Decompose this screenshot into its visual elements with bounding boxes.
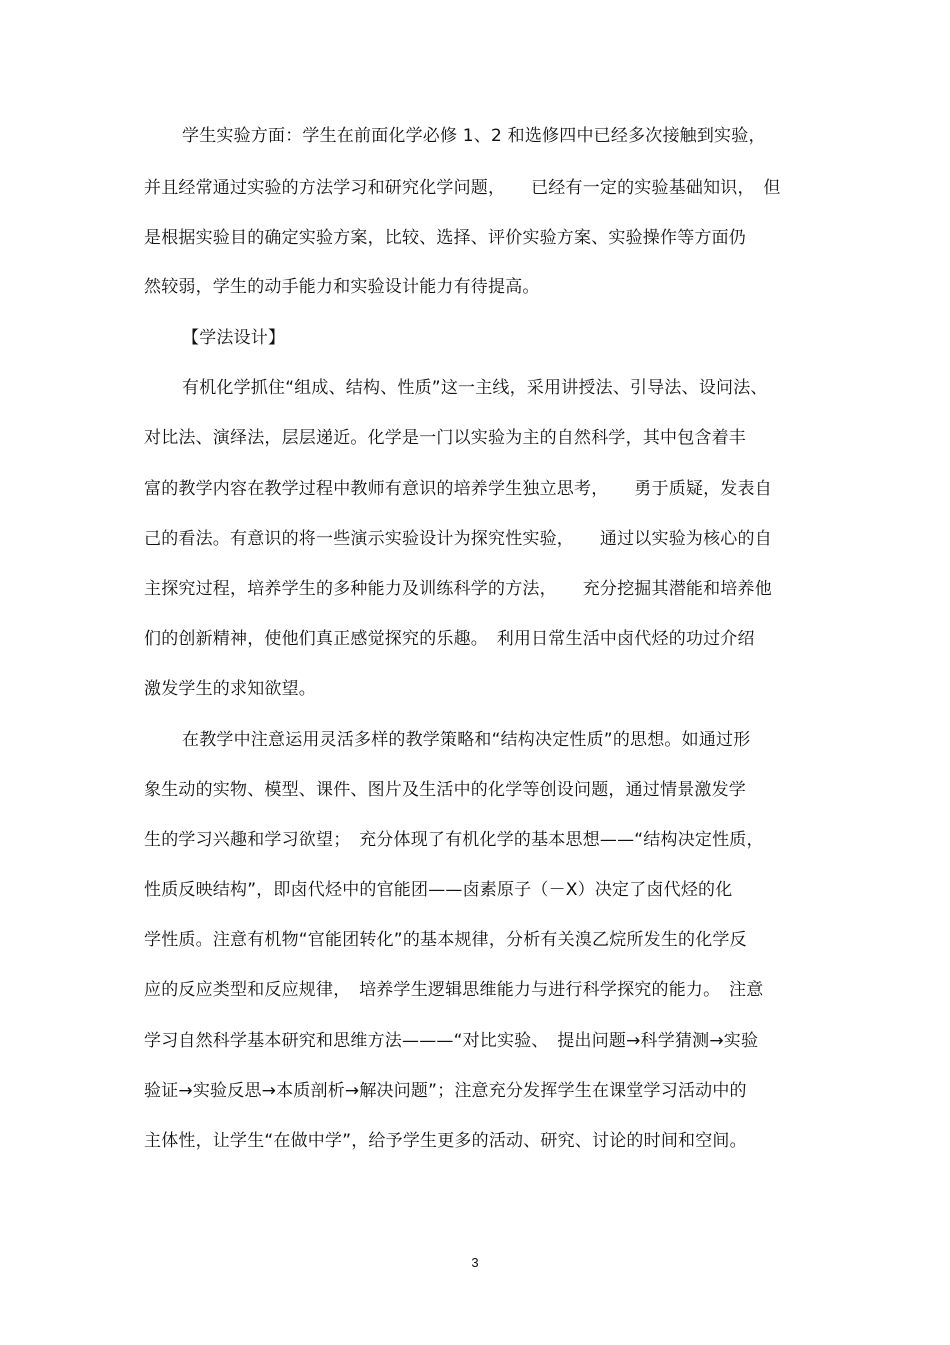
text-line: 是根据实验目的确定实验方案，比较、选择、评价实验方案、实验操作等方面仍 — [144, 228, 746, 248]
text-line: 学性质。注意有机物“官能团转化”的基本规律，分析有关溴乙烷所发生的化学反 — [144, 930, 747, 950]
text-line: 应的反应类型和反应规律， 培养学生逻辑思维能力与进行科学探究的能力。 注意 — [144, 980, 764, 1000]
text-line: 然较弱，学生的动手能力和实验设计能力有待提高。 — [144, 277, 540, 297]
text-line: 验证→实验反思→本质剖析→解决问题”；注意充分发挥学生在课堂学习活动中的 — [144, 1081, 747, 1101]
text-line: 对比法、演绎法，层层递近。化学是一门以实验为主的自然科学，其中包含着丰 — [144, 428, 746, 448]
section-heading: 【学法设计】 — [182, 328, 286, 348]
text-line: 主体性，让学生“在做中学”，给予学生更多的活动、研究、讨论的时间和空间。 — [144, 1131, 747, 1151]
text-line: 学生实验方面：学生在前面化学必修 1、2 和选修四中已经多次接触到实验， — [182, 126, 766, 146]
text-line: 学习自然科学基本研究和思维方法———“对比实验、 提出问题→科学猜测→实验 — [144, 1031, 759, 1051]
text-line: 主探究过程，培养学生的多种能力及训练科学的方法， 充分挖掘其潜能和培养他 — [144, 579, 772, 599]
page-number: 3 — [471, 1255, 479, 1270]
text-line: 象生动的实物、模型、课件、图片及生活中的化学等创设问题，通过情景激发学 — [144, 780, 746, 800]
text-line: 富的教学内容在教学过程中教师有意识的培养学生独立思考， 勇于质疑，发表自 — [144, 479, 772, 499]
text-line: 在教学中注意运用灵活多样的教学策略和“结构决定性质”的思想。如通过形 — [182, 730, 751, 750]
text-line: 性质反映结构”，即卤代烃中的官能团——卤素原子（－X）决定了卤代烃的化 — [144, 880, 733, 900]
text-line: 生的学习兴趣和学习欲望； 充分体现了有机化学的基本思想——“结构决定性质， — [144, 830, 764, 850]
text-line: 有机化学抓住“组成、结构、性质”这一主线，采用讲授法、引导法、设问法、 — [182, 378, 768, 398]
text-line: 激发学生的求知欲望。 — [144, 679, 316, 699]
text-line: 并且经常通过实验的方法学习和研究化学问题， 已经有一定的实验基础知识， 但 — [144, 178, 781, 198]
text-line: 们的创新精神，使他们真正感觉探究的乐趣。 利用日常生活中卤代烃的功过介绍 — [144, 629, 755, 649]
text-line: 己的看法。有意识的将一些演示实验设计为探究性实验， 通过以实验为核心的自 — [144, 529, 772, 549]
